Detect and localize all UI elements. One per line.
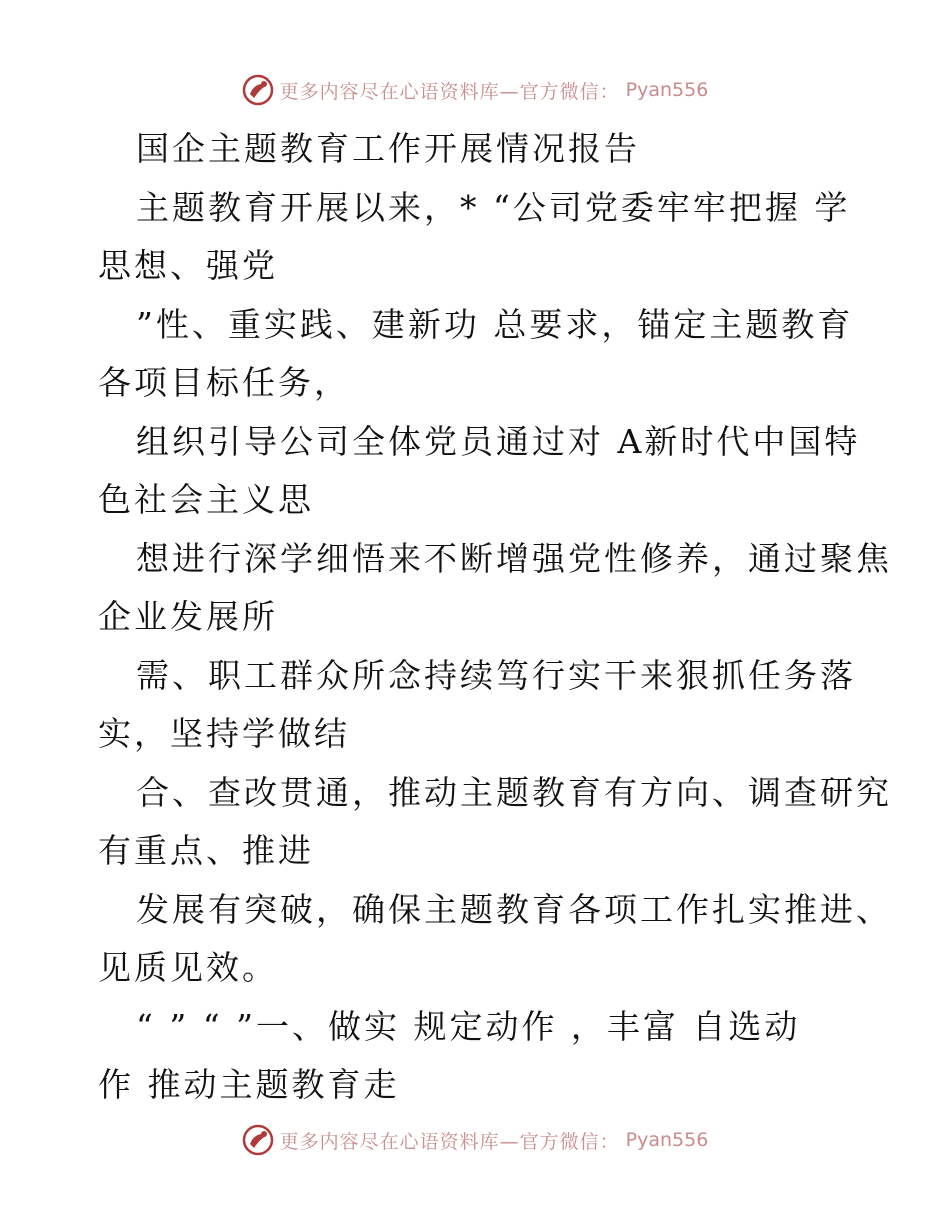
text-line: 见质见效。 xyxy=(98,948,278,987)
text-line: 色社会主义思 xyxy=(98,480,314,519)
watermark-text: 更多内容尽在心语资料库—官方微信： xyxy=(279,80,620,103)
header-watermark xyxy=(0,70,950,110)
text-line: 发展有突破，确保主题教育各项工作扎实推进、 xyxy=(136,889,892,929)
text-line: 想进行深学细悟来不断增强党性修养，通过聚焦 xyxy=(136,538,892,578)
text-line: 需、职工群众所念持续笃行实干来狠抓任务落 xyxy=(136,655,856,695)
text-line: ”性、重实践、建新功 总要求，锚定主题教育 xyxy=(136,304,854,344)
text-line: 有重点、推进 xyxy=(98,831,314,870)
footer-watermark xyxy=(0,1120,950,1160)
text-line: 组织引导公司全体党员通过对 A新时代中国特 xyxy=(136,421,861,461)
document-title: 国企主题教育工作开展情况报告 xyxy=(136,129,640,168)
watermark-text: 更多内容尽在心语资料库—官方微信： xyxy=(279,1130,620,1153)
text-line: 思想、强党 xyxy=(98,246,278,285)
watermark-wechat-id: Pyan556 xyxy=(625,1129,709,1151)
stamp-logo-icon xyxy=(242,1124,274,1156)
text-line: 主题教育开展以来，* “公司党委牢牢把握 学 xyxy=(136,187,851,227)
text-line: 合、查改贯通，推动主题教育有方向、调查研究 xyxy=(136,772,892,812)
text-line: 企业发展所 xyxy=(98,597,278,636)
watermark-wechat-id: Pyan556 xyxy=(625,79,709,101)
stamp-logo-icon xyxy=(242,74,274,106)
text-line: 各项目标任务， xyxy=(98,363,350,402)
document-body xyxy=(98,120,892,1115)
section-heading-line: 作 推动主题教育走 xyxy=(98,1065,400,1104)
text-line: 实，坚持学做结 xyxy=(98,714,350,753)
section-heading-line: “ ” “ ”一、做实 规定动作 ，丰富 自选动 xyxy=(136,1006,801,1046)
